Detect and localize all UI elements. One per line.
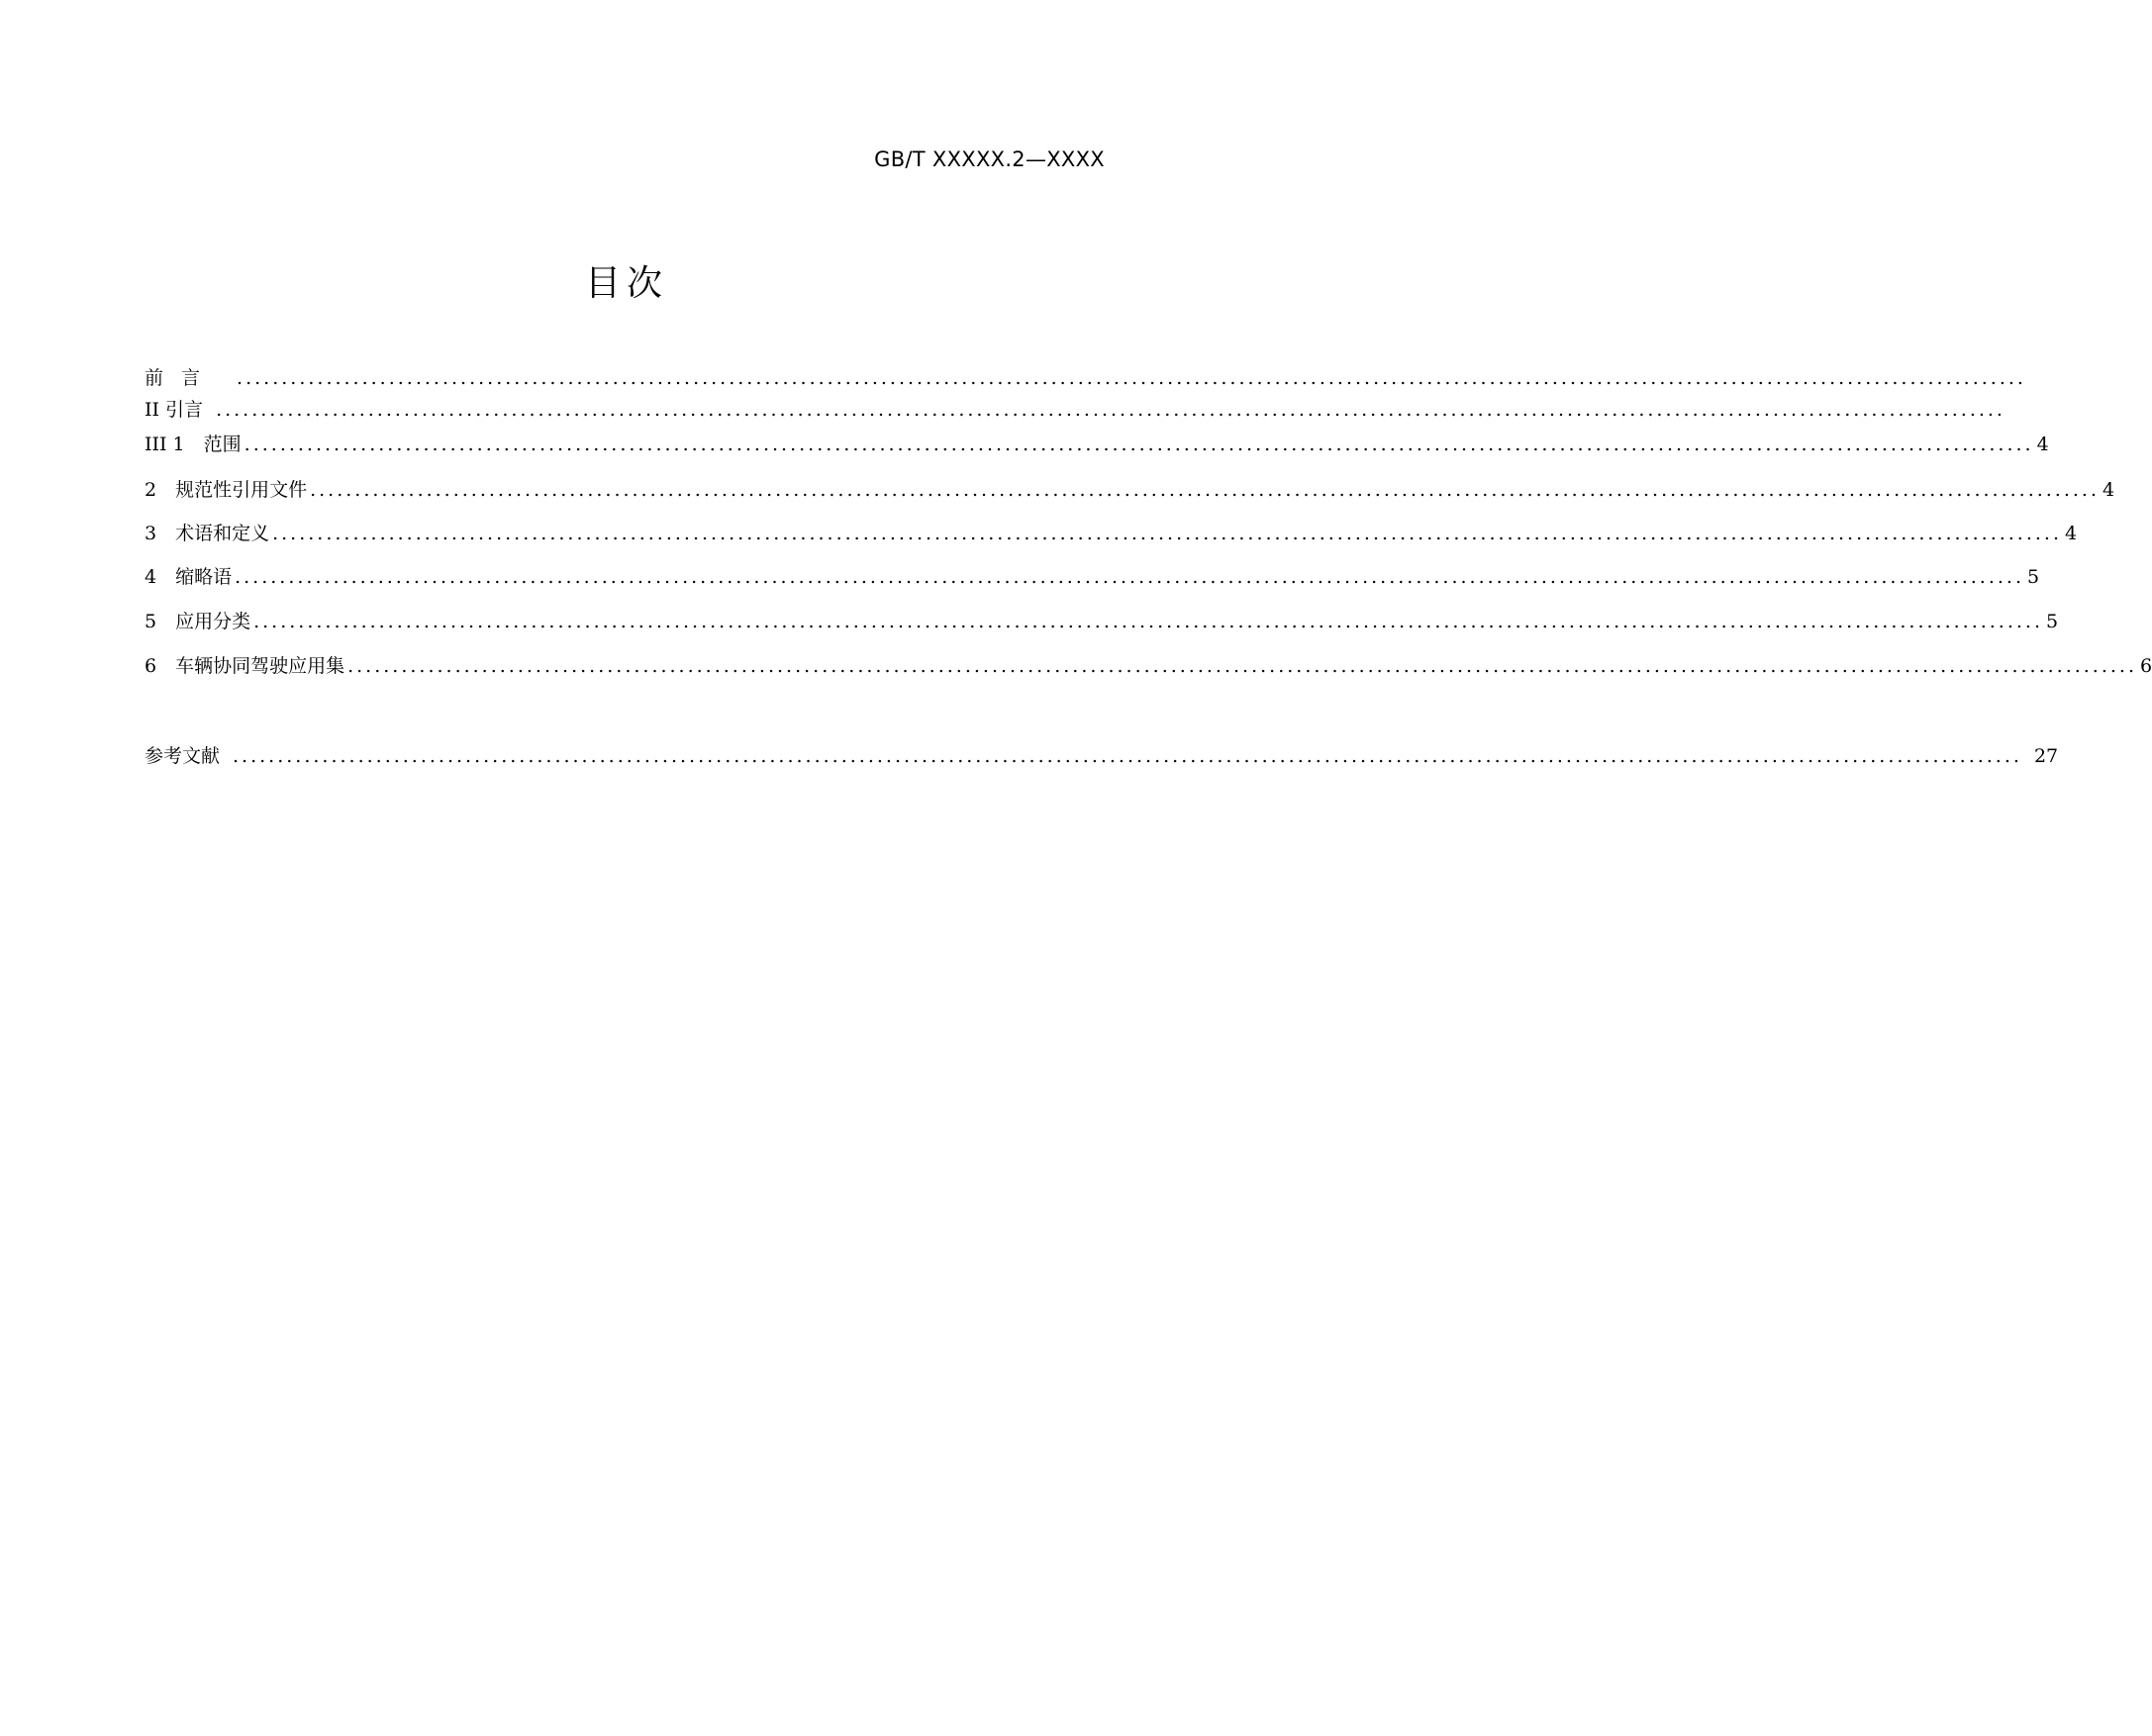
toc-leader: ........................................................................................................................................................................................................ — [244, 434, 2034, 455]
toc-entry-introduction[interactable] — [145, 398, 2005, 422]
toc-leader: ........................................................................................................................................................................................................ — [310, 479, 2101, 501]
toc-entry-scope[interactable] — [145, 433, 2049, 456]
toc-entry-bibliography[interactable] — [145, 744, 2059, 768]
toc-entry-page: 4 — [2103, 479, 2115, 501]
toc-leader: ........................................................................................................................................................................................................ — [235, 566, 2025, 588]
toc-entry-label: 4 缩略语 — [145, 566, 233, 588]
toc-entry-abbreviations[interactable] — [145, 565, 2040, 589]
toc-entry-page: 27 — [2033, 745, 2059, 767]
toc-entry-page: 5 — [2027, 566, 2040, 588]
toc-entry-label: 6 车辆协同驾驶应用集 — [145, 655, 345, 677]
toc-entry-terms-and-definitions[interactable] — [145, 522, 2078, 545]
toc-leader: ........................................................................................................................................................................................................ — [216, 399, 2005, 421]
toc-leader: ........................................................................................................................................................................................................ — [233, 745, 2022, 767]
toc-entry-label: 5 应用分类 — [145, 611, 251, 632]
toc-entry-page: 6 — [2140, 655, 2152, 677]
toc-leader: ........................................................................................................................................................................................................ — [347, 655, 2138, 677]
toc-entry-cooperative-driving-application-set[interactable] — [145, 654, 2152, 678]
toc-leader: ........................................................................................................................................................................................................ — [272, 523, 2063, 544]
toc-entry-label: 参考文献 — [145, 745, 221, 767]
toc-entry-preface[interactable] — [145, 366, 2026, 390]
toc-leader: ........................................................................................................................................................................................................ — [237, 367, 2026, 389]
document-code: GB/T XXXXX.2—XXXX — [874, 147, 1105, 171]
toc-entry-label: 2 规范性引用文件 — [145, 479, 308, 501]
toc-entry-page: 5 — [2046, 611, 2059, 632]
toc-entry-normative-references[interactable] — [145, 478, 2115, 502]
toc-leader: ........................................................................................................................................................................................................ — [253, 611, 2044, 632]
toc-entry-label: III 1 范围 — [145, 434, 242, 455]
toc-entry-application-classification[interactable] — [145, 610, 2059, 633]
toc-entry-label: II 引言 — [145, 399, 204, 421]
toc-entry-label: 3 术语和定义 — [145, 523, 270, 544]
page-title: 目次 — [584, 263, 668, 304]
toc-entry-label: 前 言 — [145, 367, 207, 389]
toc-entry-page: 4 — [2036, 434, 2049, 455]
toc-entry-page: 4 — [2065, 523, 2078, 544]
